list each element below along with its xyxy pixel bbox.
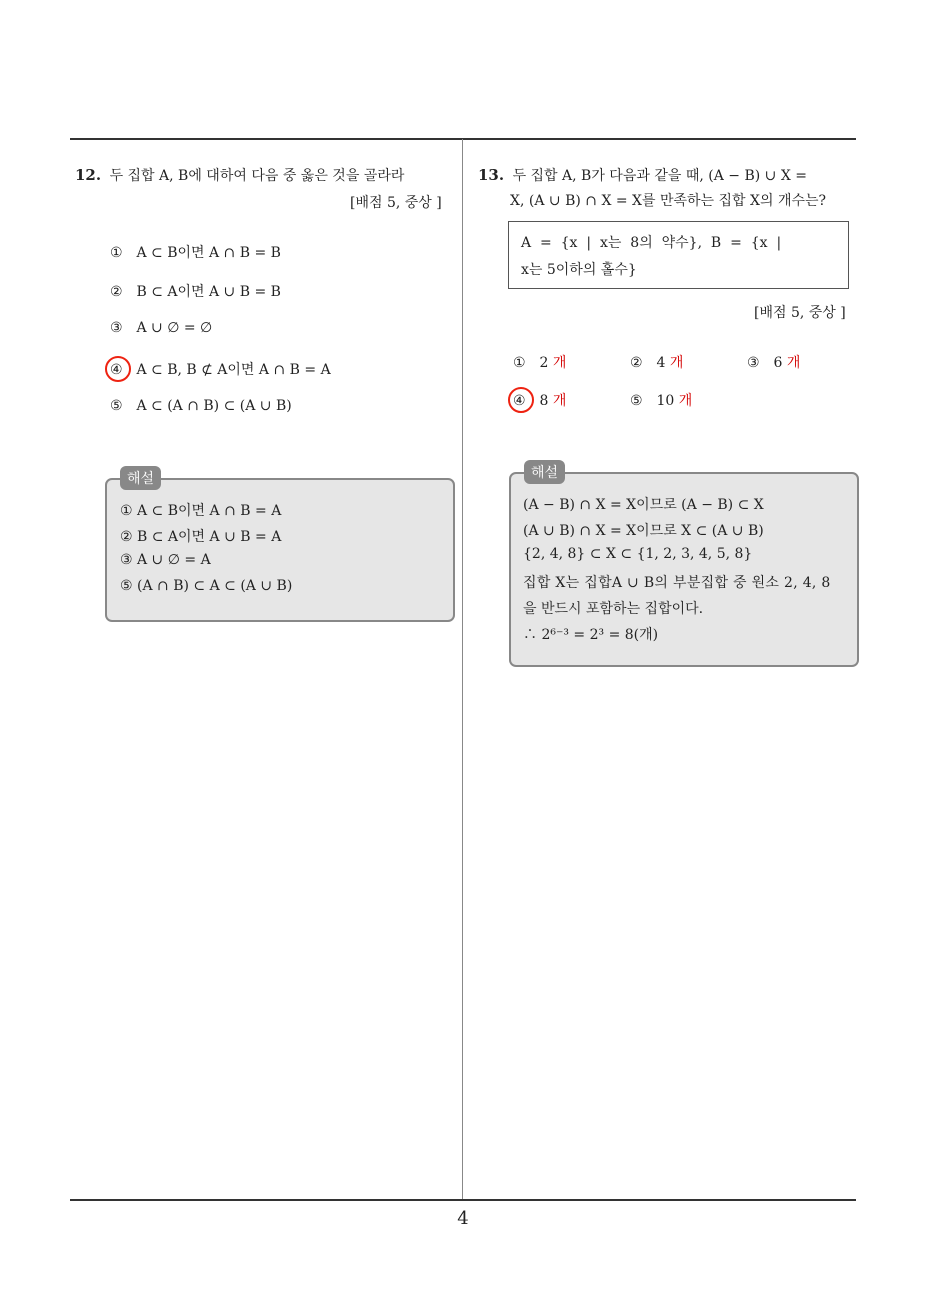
choice-2[interactable] xyxy=(630,352,683,372)
question-number: 12. xyxy=(75,166,102,184)
question-12-stem xyxy=(75,162,455,189)
choice-value: 8 xyxy=(539,393,549,409)
question-13-stem xyxy=(478,162,863,189)
choice-mark: ④ xyxy=(513,393,526,409)
question-text-line2: X, (A ∪ B) ∩ X = X를 만족하는 집합 X의 개수는? xyxy=(510,193,827,209)
choice-value: 10 xyxy=(656,393,675,409)
choice-unit: 개 xyxy=(678,393,693,409)
choice-text: A ⊂ (A ∩ B) ⊂ (A ∪ B) xyxy=(136,398,292,414)
solution-line: ② B ⊂ A이면 A ∪ B = A xyxy=(120,529,282,545)
solution-line: (A ∪ B) ∩ X = X이므로 X ⊂ (A ∪ B) xyxy=(523,523,764,539)
choice-value: 2 xyxy=(539,355,549,371)
page-number: 4 xyxy=(457,1208,469,1229)
choice-3[interactable] xyxy=(110,320,212,336)
solution-line: (A − B) ∩ X = X이므로 (A − B) ⊂ X xyxy=(523,497,764,513)
solution-line: ⑤ (A ∩ B) ⊂ A ⊂ (A ∪ B) xyxy=(120,578,293,594)
choice-2[interactable] xyxy=(110,281,281,301)
choice-mark: ⑤ xyxy=(630,393,643,409)
bottom-rule xyxy=(70,1199,856,1201)
solution-line: ① A ⊂ B이면 A ∩ B = A xyxy=(120,503,282,519)
choice-text: A ⊂ B, B ⊄ A이면 A ∩ B = A xyxy=(136,362,331,378)
solution-line: 집합 X는 집합A ∪ B의 부분집합 중 원소 2, 4, 8 xyxy=(523,575,831,591)
choice-3[interactable] xyxy=(747,352,800,372)
solution-tag: 해설 xyxy=(524,460,565,484)
choice-mark: ① xyxy=(513,355,526,371)
choice-value: 4 xyxy=(656,355,666,371)
choice-mark: ④ xyxy=(110,362,123,378)
score-label: [배점 5, 중상 ] xyxy=(754,305,846,321)
question-text-line1: 두 집합 A, B가 다음과 같을 때, (A − B) ∪ X = xyxy=(512,168,807,184)
column-divider xyxy=(462,139,463,1200)
score-label: [배점 5, 중상 ] xyxy=(350,195,442,211)
top-rule xyxy=(70,138,856,140)
choice-mark: ③ xyxy=(110,320,123,336)
choice-text: A ∪ ∅ = ∅ xyxy=(136,320,213,336)
choice-unit: 개 xyxy=(552,393,567,409)
condition-box xyxy=(508,221,849,289)
answer-circle-mark xyxy=(508,387,534,413)
question-text: 두 집합 A, B에 대하여 다음 중 옳은 것을 골라라 xyxy=(109,168,405,184)
choice-mark: ② xyxy=(630,355,643,371)
choice-4[interactable] xyxy=(110,359,331,379)
choice-unit: 개 xyxy=(786,355,801,371)
condition-line: x는 5이하의 홀수} xyxy=(521,262,637,278)
choice-unit: 개 xyxy=(669,355,684,371)
question-13-stem-cont xyxy=(510,188,865,214)
choice-1[interactable] xyxy=(110,242,281,262)
choice-value: 6 xyxy=(773,355,783,371)
question-number: 13. xyxy=(478,166,505,184)
condition-line: A = {x | x는 8의 약수}, B = {x | xyxy=(521,235,782,251)
choice-mark: ⑤ xyxy=(110,398,123,414)
solution-line: {2, 4, 8} ⊂ X ⊂ {1, 2, 3, 4, 5, 8} xyxy=(523,546,753,562)
solution-line: ∴ 2⁶⁻³ = 2³ = 8(개) xyxy=(523,627,659,643)
choice-mark: ③ xyxy=(747,355,760,371)
choice-1[interactable] xyxy=(513,352,566,372)
choice-5[interactable] xyxy=(630,390,692,410)
choice-text: B ⊂ A이면 A ∪ B = B xyxy=(136,284,281,300)
solution-line: 을 반드시 포함하는 집합이다. xyxy=(523,601,704,617)
solution-line: ③ A ∪ ∅ = A xyxy=(120,552,211,568)
choice-unit: 개 xyxy=(552,355,567,371)
choice-mark: ① xyxy=(110,245,123,261)
choice-5[interactable] xyxy=(110,398,292,414)
choice-mark: ② xyxy=(110,284,123,300)
choice-text: A ⊂ B이면 A ∩ B = B xyxy=(136,245,281,261)
answer-circle-mark xyxy=(105,356,131,382)
solution-tag: 해설 xyxy=(120,466,161,490)
